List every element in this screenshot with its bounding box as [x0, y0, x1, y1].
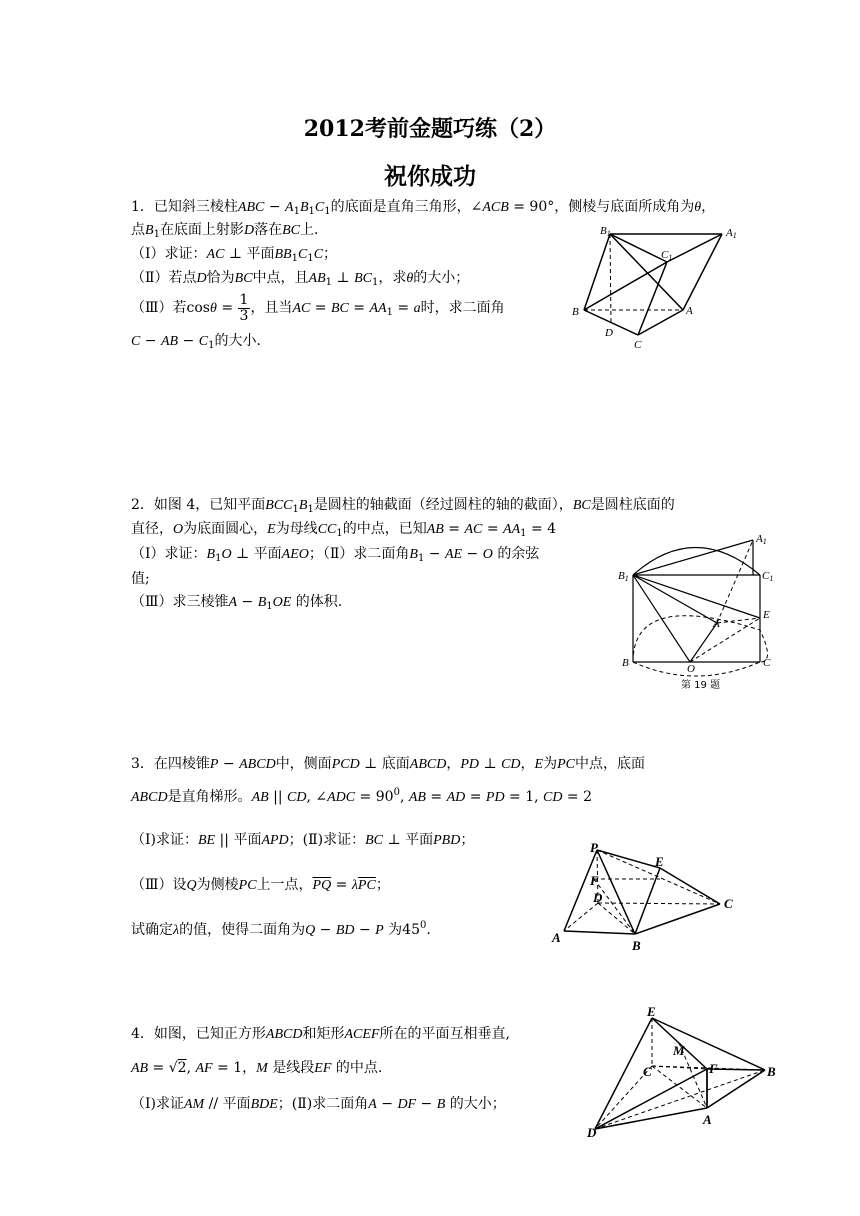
- q3-fig-label-B: B: [632, 938, 641, 953]
- q1-fig-label-D: D: [605, 327, 613, 339]
- q2-fig-label-C1: C1: [762, 570, 774, 583]
- q3-fig-label-E: E: [655, 854, 664, 869]
- q2-part-3: （Ⅲ）求三棱锥$A - B_1OE$ 的体积.: [131, 594, 343, 612]
- q3-part-3-cont: 试确定λ的值，使得二面角为Q − BD − P 为$45^0$.: [131, 920, 431, 938]
- q1-part-3-cont: C − AB − $C_1$的大小．: [131, 333, 271, 351]
- page-title: 2012考前金题巧练（2）: [303, 116, 557, 142]
- q4-fig-label-C: C: [643, 1064, 652, 1079]
- q1-fig-label-A: A: [686, 305, 693, 317]
- q3-fig-label-F: F: [590, 873, 599, 888]
- q2-fig-label-B: B: [622, 657, 629, 669]
- q2-fig-label-E: E: [763, 609, 770, 621]
- q2-part-2-cont: 值;: [131, 571, 150, 587]
- q3-line-1: 3．在四棱锥P − ABCD中，侧面PCD ⊥ 底面ABCD，PD ⊥ CD，E为PC中点，底面: [131, 756, 645, 772]
- q4-fig-label-B: B: [767, 1064, 776, 1079]
- q4-fig-label-A: A: [703, 1112, 712, 1127]
- q1-part-1: （Ⅰ）求证：AC ⊥ 平面$BB_1C_1C$；: [131, 246, 338, 264]
- q3-part-3: （Ⅲ）设Q为侧棱PC上一点，$\overline{PQ} = \lambda\overline{PC}$；: [131, 877, 390, 893]
- q3-line-2: ABCD是直角梯形。AB || CD, ∠ADC = $90^0$, AB = AD = PD = 1, CD = 2: [131, 787, 593, 805]
- page-subtitle: 祝你成功: [384, 163, 476, 190]
- q2-line-2: 直径，O为底面圆心，E为母线$CC_1$的中点，已知AB = AC = $AA_1 = 4$: [131, 521, 557, 539]
- q1-part-2: （Ⅱ）若点D恰为BC中点，且$AB_1$ ⊥ $BC_1$，求θ的大小；: [131, 270, 470, 288]
- q2-fig-caption: 第 19 题: [681, 680, 721, 691]
- q4-part-1-2: （Ⅰ)求证AM // 平面BDE；(Ⅱ)求二面角A − DF − B 的大小；: [131, 1096, 506, 1112]
- q3-pyramid-figure: [550, 838, 740, 958]
- q2-fig-label-O: O: [687, 663, 695, 675]
- q4-line-2: AB = √2, AF = 1，M 是线段EF 的中点.: [131, 1060, 383, 1076]
- q1-line-2: 点$B_1$在底面上射影D落在BC上．: [131, 222, 328, 240]
- q2-fig-label-A: A: [713, 618, 720, 630]
- q2-cylinder-figure: [615, 530, 785, 692]
- q3-part-1-2: （Ⅰ)求证：BE || 平面APD；(Ⅱ)求证：BC ⊥ 平面PBD；: [131, 832, 475, 848]
- q4-fig-label-F: F: [709, 1061, 718, 1076]
- q1-fig-label-B1: B1: [600, 225, 611, 238]
- q4-line-1: 4．如图，已知正方形ABCD和矩形ACEF所在的平面互相垂直,: [131, 1026, 510, 1042]
- q2-line-1: 2．如图 4，已知平面$BCC_1B_1$是圆柱的轴截面（经过圆柱的轴的截面），BC是圆柱底面的: [131, 497, 675, 515]
- q1-fig-label-C1: C1: [661, 249, 673, 262]
- q1-line-1: 1．已知斜三棱柱ABC − $A_1B_1C_1$的底面是直角三角形，∠ACB = 90°，侧棱与底面所成角为θ，: [131, 199, 716, 217]
- q4-fig-label-D: D: [587, 1125, 597, 1140]
- q4-fig-label-M: M: [673, 1043, 685, 1058]
- q2-fig-label-A1: A1: [756, 533, 767, 546]
- q2-fig-label-B1: B1: [618, 570, 629, 583]
- q1-part-3: （Ⅲ）若cosθ = $\frac{1}{3}$ ，且当AC = BC = $AA_1 = a$时，求二面角: [131, 292, 505, 324]
- q1-prism-figure: [570, 222, 750, 352]
- q4-solid-figure: [585, 1003, 785, 1143]
- q3-fig-label-A: A: [552, 930, 561, 945]
- q2-fig-label-C: C: [763, 657, 771, 669]
- q3-fig-label-P: P: [590, 840, 598, 855]
- q2-part-1-2: （Ⅰ）求证：$B_1O$ ⊥ 平面AEO；（Ⅱ）求二面角$B_1$ − AE − O 的余弦: [131, 546, 540, 564]
- q4-fig-label-E: E: [647, 1004, 656, 1019]
- q1-fig-label-C: C: [634, 339, 642, 351]
- q3-fig-label-D: D: [593, 890, 603, 905]
- q3-fig-label-C: C: [724, 896, 733, 911]
- q1-fig-label-A1: A1: [726, 227, 737, 240]
- q1-fig-label-B: B: [572, 306, 579, 318]
